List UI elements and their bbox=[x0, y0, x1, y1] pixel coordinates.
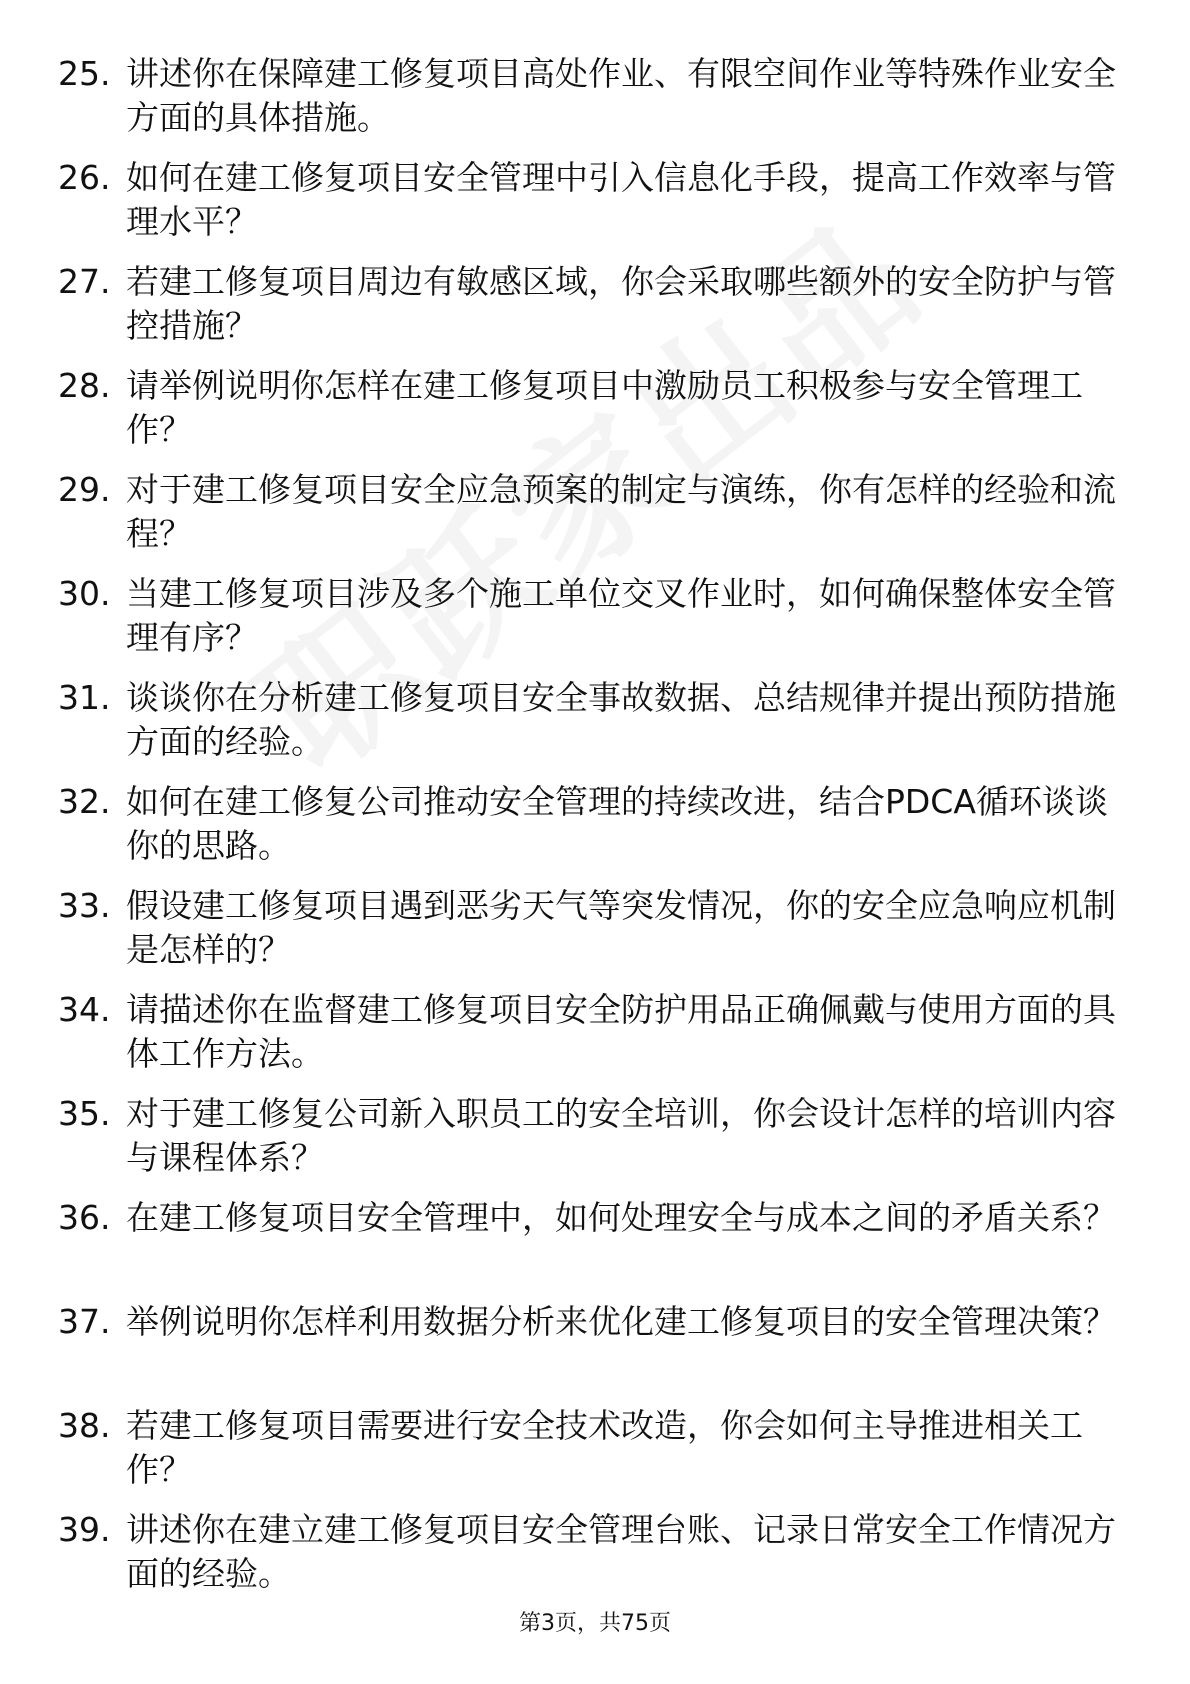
question-text: 若建工修复项目需要进行安全技术改造，你会如何主导推进相关工作？ bbox=[126, 1406, 1083, 1489]
question-number: 33. bbox=[58, 886, 111, 925]
question-number: 30. bbox=[58, 574, 111, 613]
question-item bbox=[58, 156, 1118, 260]
question-number: 27. bbox=[58, 262, 111, 301]
question-text: 若建工修复项目周边有敏感区域，你会采取哪些额外的安全防护与管控措施？ bbox=[126, 262, 1116, 345]
question-text: 请描述你在监督建工修复项目安全防护用品正确佩戴与使用方面的具体工作方法。 bbox=[126, 990, 1116, 1073]
question-number: 38. bbox=[58, 1406, 111, 1445]
question-number: 36. bbox=[58, 1198, 111, 1237]
question-number: 39. bbox=[58, 1510, 111, 1549]
question-item bbox=[58, 1508, 1118, 1612]
question-text: 谈谈你在分析建工修复项目安全事故数据、总结规律并提出预防措施方面的经验。 bbox=[126, 678, 1116, 761]
question-item bbox=[58, 572, 1118, 676]
question-text: 如何在建工修复项目安全管理中引入信息化手段，提高工作效率与管理水平？ bbox=[126, 158, 1116, 241]
question-number: 31. bbox=[58, 678, 111, 717]
question-number: 35. bbox=[58, 1094, 111, 1133]
question-text: 如何在建工修复公司推动安全管理的持续改进，结合PDCA循环谈谈你的思路。 bbox=[126, 782, 1108, 865]
question-number: 32. bbox=[58, 782, 111, 821]
question-number: 28. bbox=[58, 366, 111, 405]
question-item bbox=[58, 1196, 1118, 1300]
question-item bbox=[58, 780, 1118, 884]
question-text: 讲述你在保障建工修复项目高处作业、有限空间作业等特殊作业安全方面的具体措施。 bbox=[126, 54, 1116, 137]
page-number-label: 第3页，共75页 bbox=[519, 1611, 671, 1636]
question-item bbox=[58, 260, 1118, 364]
question-list bbox=[58, 52, 1118, 1612]
question-number: 37. bbox=[58, 1302, 111, 1341]
question-text: 讲述你在建立建工修复项目安全管理台账、记录日常安全工作情况方面的经验。 bbox=[126, 1510, 1116, 1593]
question-text: 假设建工修复项目遇到恶劣天气等突发情况，你的安全应急响应机制是怎样的？ bbox=[126, 886, 1116, 969]
question-item bbox=[58, 676, 1118, 780]
question-number: 26. bbox=[58, 158, 111, 197]
question-number: 34. bbox=[58, 990, 111, 1029]
question-text: 当建工修复项目涉及多个施工单位交叉作业时，如何确保整体安全管理有序？ bbox=[126, 574, 1116, 657]
question-item bbox=[58, 1300, 1118, 1404]
question-text: 请举例说明你怎样在建工修复项目中激励员工积极参与安全管理工作？ bbox=[126, 366, 1083, 449]
question-item bbox=[58, 364, 1118, 468]
question-number: 29. bbox=[58, 470, 111, 509]
question-text: 对于建工修复项目安全应急预案的制定与演练，你有怎样的经验和流程？ bbox=[126, 470, 1116, 553]
question-text: 举例说明你怎样利用数据分析来优化建工修复项目的安全管理决策？ bbox=[126, 1302, 1116, 1341]
question-item bbox=[58, 1092, 1118, 1196]
question-item bbox=[58, 52, 1118, 156]
question-text: 对于建工修复公司新入职员工的安全培训，你会设计怎样的培训内容与课程体系？ bbox=[126, 1094, 1116, 1177]
question-item bbox=[58, 468, 1118, 572]
question-number: 25. bbox=[58, 54, 111, 93]
question-item bbox=[58, 988, 1118, 1092]
question-item bbox=[58, 884, 1118, 988]
page-footer bbox=[0, 1609, 1190, 1639]
question-text: 在建工修复项目安全管理中，如何处理安全与成本之间的矛盾关系？ bbox=[126, 1198, 1116, 1237]
question-item bbox=[58, 1404, 1118, 1508]
